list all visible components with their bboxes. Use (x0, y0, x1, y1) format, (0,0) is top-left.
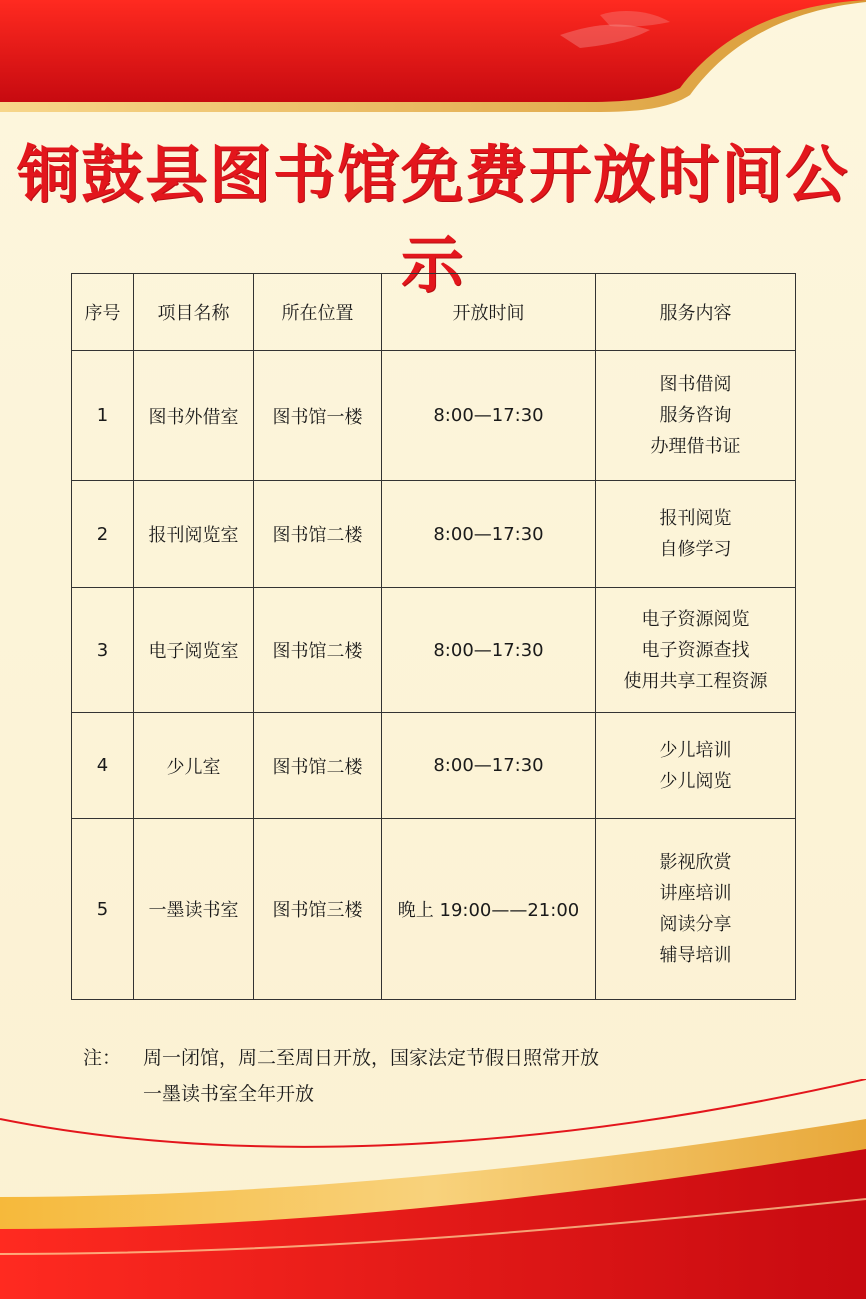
row-no: 4 (72, 713, 134, 819)
row-hours: 8:00—17:30 (382, 351, 596, 481)
row-location: 图书馆一楼 (254, 351, 382, 481)
header-hours: 开放时间 (382, 274, 596, 351)
service-item: 服务咨询 (659, 405, 732, 426)
row-hours: 晚上 19:00——21:00 (382, 819, 596, 1000)
row-name: 报刊阅览室 (134, 481, 254, 588)
table-row (72, 351, 796, 481)
row-hours: 8:00—17:30 (382, 481, 596, 588)
service-item: 自修学习 (659, 539, 732, 560)
service-item: 影视欣赏 (659, 852, 732, 873)
service-item: 电子资源查找 (641, 639, 750, 661)
row-location: 图书馆二楼 (254, 481, 382, 588)
row-services (596, 481, 796, 588)
service-item: 辅导培训 (659, 945, 732, 966)
header-no: 序号 (72, 274, 134, 351)
service-item: 少儿培训 (659, 739, 732, 761)
service-item: 使用共享工程资源 (623, 670, 768, 692)
row-services (596, 713, 796, 819)
service-item: 少儿阅览 (659, 770, 732, 792)
row-hours: 8:00—17:30 (382, 588, 596, 713)
table-row (72, 481, 796, 588)
table-row (72, 819, 796, 1000)
service-item: 办理借书证 (650, 436, 741, 457)
table-row (72, 713, 796, 819)
service-item: 图书借阅 (659, 374, 732, 395)
row-hours: 8:00—17:30 (382, 713, 596, 819)
row-services (596, 588, 796, 713)
row-location: 图书馆三楼 (254, 819, 382, 1000)
header-location: 所在位置 (254, 274, 382, 351)
row-name: 图书外借室 (134, 351, 254, 481)
note-line-1 (83, 1040, 599, 1076)
row-location: 图书馆二楼 (254, 588, 382, 713)
top-banner-decoration (0, 0, 866, 140)
note-text-2: 一墨读书室全年开放 (143, 1083, 315, 1105)
table-header-row (72, 274, 796, 351)
table-row (72, 588, 796, 713)
schedule-table (71, 273, 796, 1000)
row-name: 一墨读书室 (134, 819, 254, 1000)
row-location: 图书馆二楼 (254, 713, 382, 819)
service-item: 讲座培训 (659, 883, 732, 904)
header-services: 服务内容 (596, 274, 796, 351)
row-no: 3 (72, 588, 134, 713)
note-label: 注： (83, 1047, 122, 1069)
row-name: 电子阅览室 (134, 588, 254, 713)
row-no: 1 (72, 351, 134, 481)
row-services (596, 351, 796, 481)
service-item: 电子资源阅览 (641, 608, 750, 630)
header-name: 项目名称 (134, 274, 254, 351)
row-no: 5 (72, 819, 134, 1000)
service-item: 报刊阅览 (659, 508, 732, 529)
row-name: 少儿室 (134, 713, 254, 819)
page-title: 铜鼓县图书馆免费开放时间公示 (16, 138, 849, 301)
row-no: 2 (72, 481, 134, 588)
row-services (596, 819, 796, 1000)
bottom-wave-decoration (0, 1079, 866, 1299)
service-item: 阅读分享 (659, 914, 732, 935)
note-text-1: 周一闭馆，周二至周日开放，国家法定节假日照常开放 (143, 1047, 600, 1069)
